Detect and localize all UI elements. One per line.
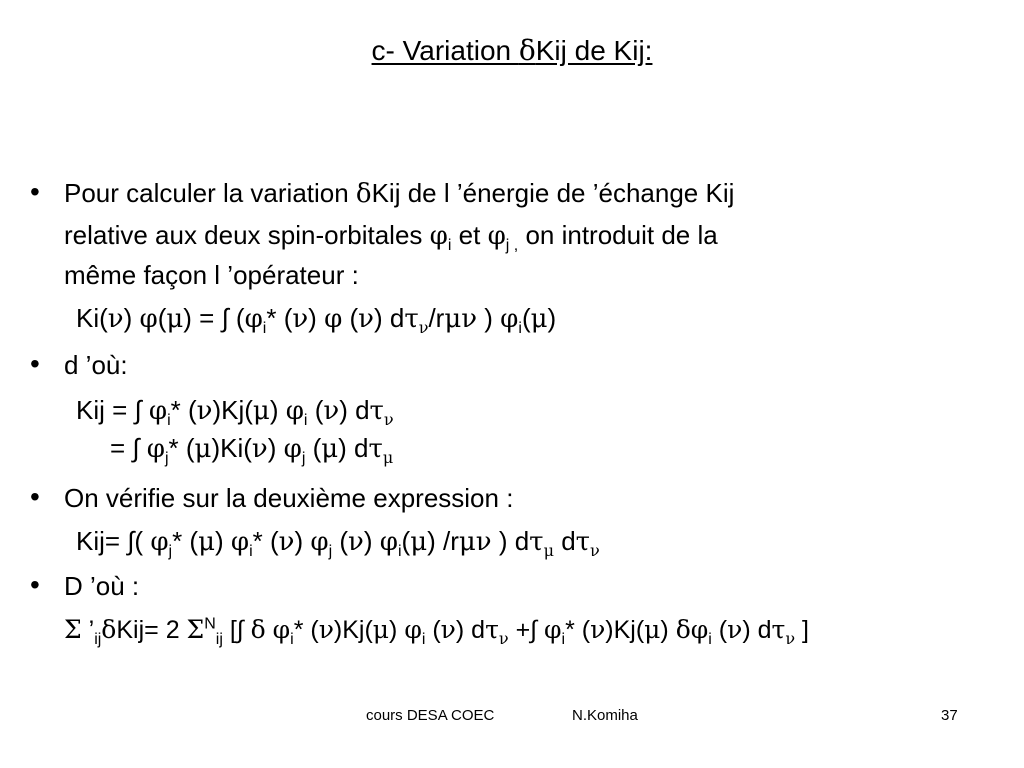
footer-page-number: 37 <box>941 707 958 724</box>
bullet-1-line-3: même façon l ’opérateur : <box>64 260 359 290</box>
title-delta-symbol: δ <box>518 34 536 67</box>
bullet-2-equation-1: Kij = ∫ $\varphi_i*$ (ν)Kj(μ) $\varphi_i$ (ν) $d\tau_\nu$ <box>76 395 394 430</box>
bullet-1-line-2: relative aux deux spin-orbitales $\varphi_i$ et $\varphi_{j ,}$ on introduit de la <box>64 220 718 255</box>
bullet-1-line-1: Pour calculer la variation δKij de l ’énergie de ’échange Kij <box>64 178 735 209</box>
bullet-2-line-1: d ’où: <box>64 350 128 380</box>
bullet-4-equation: Σ $’_{ij}\delta Kij= 2$ $\Sigma^N_{ij}$ [∫ δ $\varphi_i*$ (ν)Kj(μ) $\varphi_i$ (ν) $d\tau_\nu$ +∫ $\varphi_i*$ (ν)Kj(μ) $\delta\varphi_i$ (ν) $d\tau_\nu$ ] <box>64 615 809 648</box>
bullet-4-line-1: D ’où : <box>64 571 140 601</box>
title-text: c- Variation <box>371 35 519 66</box>
bullet-4-marker: • <box>30 569 40 600</box>
footer-course: cours DESA COEC <box>366 707 495 724</box>
footer-author: N.Komiha <box>572 707 638 724</box>
bullet-3-equation: Kij= ∫( $\varphi_j*$ (μ) $\varphi_i*$ (ν) $\varphi_j$ (ν) $\varphi_i(\mu)$ /rμν ) $d\tau_\mu$ $d\tau_\nu$ <box>76 526 600 561</box>
bullet-2-equation-2: = ∫ $\varphi_j*$ (μ)Ki(ν) $\varphi_j$ (μ) $d\tau_\mu$ <box>110 433 394 468</box>
bullet-1-equation: Ki(ν) φ(μ) = ∫ ($\varphi_i*$ (ν) φ (ν) $d\tau_\nu$/rμν ) $\varphi_i(\mu)$ <box>76 303 557 338</box>
title-text-suffix: Kij de Kij: <box>535 35 653 66</box>
slide-title <box>0 34 1024 67</box>
bullet-3-marker: • <box>30 481 40 512</box>
bullet-1-marker: • <box>30 176 40 207</box>
bullet-2-marker: • <box>30 348 40 379</box>
bullet-3-line-1: On vérifie sur la deuxième expression : <box>64 483 514 513</box>
